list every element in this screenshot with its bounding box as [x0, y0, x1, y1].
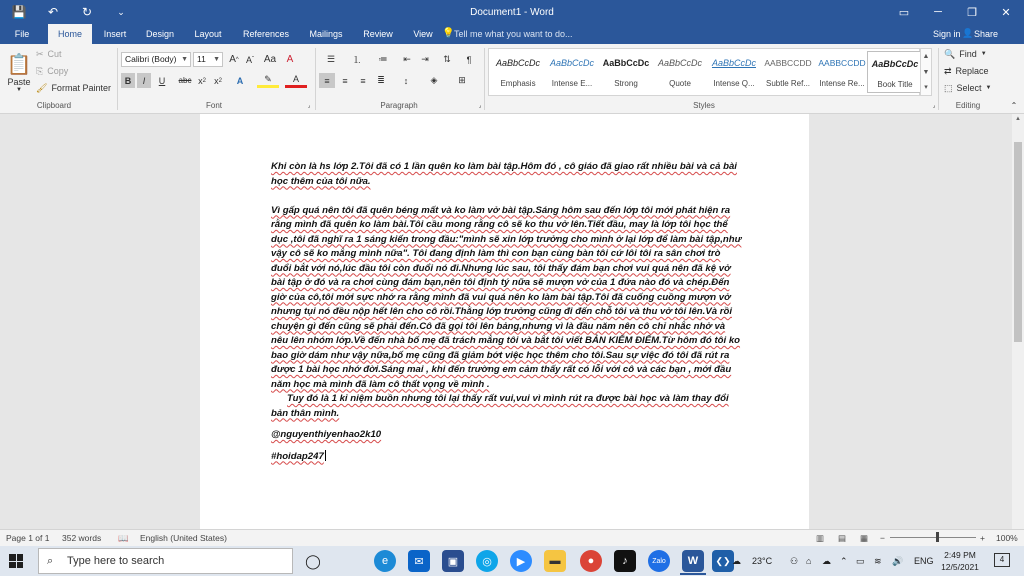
text-effects-button[interactable]: A	[236, 75, 244, 86]
dialog-launcher-icon[interactable]: ⌟	[478, 102, 482, 109]
start-tile	[17, 562, 24, 569]
clear-formatting-button[interactable]: A	[286, 54, 294, 65]
active-app-indicator	[680, 573, 706, 575]
align-left-button[interactable]: ≡	[319, 73, 335, 88]
scrollbar-thumb[interactable]	[1014, 142, 1022, 342]
page-count[interactable]: Page 1 of 1	[6, 533, 50, 543]
store-icon[interactable]: ▣	[442, 550, 464, 572]
minimize-icon[interactable]: ─	[934, 6, 942, 18]
word-count[interactable]: 352 words	[62, 533, 102, 543]
style-quote[interactable]: AaBbCcDc Quote	[657, 58, 702, 88]
align-center-button[interactable]: ≡	[342, 75, 348, 86]
dialog-launcher-icon[interactable]: ⌟	[932, 102, 936, 109]
save-icon[interactable]: 💾	[11, 5, 27, 19]
edge-icon[interactable]: e	[374, 550, 396, 572]
borders-button[interactable]: ⊞	[458, 75, 466, 85]
search-icon: ⌕	[47, 555, 54, 567]
tab-references[interactable]: References	[242, 29, 290, 39]
wifi-icon[interactable]: ≋	[874, 556, 882, 566]
chevron-down-icon: ▼	[985, 85, 992, 91]
clipboard-group-label: Clipboard	[36, 101, 72, 110]
paste-icon: 📋	[6, 53, 32, 76]
line-spacing-button[interactable]: ↕	[403, 75, 409, 86]
style-intense-emphasis[interactable]: AaBbCcDc Intense E...	[549, 58, 594, 88]
language-indicator[interactable]: English (United States)	[140, 533, 227, 543]
paintbrush-icon: 🖌	[36, 82, 48, 93]
shrink-font-button[interactable]: A ˇ	[245, 54, 254, 65]
find-button[interactable]: 🔍 Find ▼	[944, 48, 987, 59]
zoom-app-icon[interactable]: ▶	[510, 550, 532, 572]
editing-group-label: Editing	[955, 101, 981, 110]
title-bar	[0, 0, 1024, 24]
start-tile	[17, 554, 24, 561]
weather-icon[interactable]: ☁	[732, 556, 741, 566]
tab-home[interactable]: Home	[48, 24, 92, 44]
zoom-level[interactable]: 100%	[996, 533, 1018, 543]
weather-temperature[interactable]: 23°C	[752, 556, 773, 566]
vertical-scrollbar[interactable]	[1012, 114, 1024, 529]
battery-icon[interactable]: ▭	[856, 556, 865, 566]
clock[interactable]: 2:49 PM 12/5/2021	[941, 550, 979, 572]
grow-font-button[interactable]: A ^	[229, 54, 239, 65]
bold-button[interactable]: B	[121, 73, 135, 88]
text-cursor	[325, 450, 326, 461]
start-tile	[9, 554, 16, 561]
window-title: Document1 - Word	[470, 6, 554, 18]
network-tray-icon[interactable]: ⌂	[806, 556, 812, 566]
cloud-tray-icon[interactable]: ☁	[822, 556, 831, 566]
tab-layout[interactable]: Layout	[194, 29, 222, 39]
style-intense-quote[interactable]: AaBbCcDc Intense Q...	[711, 58, 756, 88]
underline-button[interactable]: U	[158, 75, 166, 86]
group-separator	[938, 48, 939, 110]
taskbar	[0, 546, 1024, 576]
tell-me-box[interactable]: Tell me what you want to do...	[454, 29, 573, 39]
copy-button[interactable]: ⎘ Copy	[36, 65, 69, 76]
ribbon-display-options-icon[interactable]: ▭	[898, 6, 910, 19]
strikethrough-button[interactable]: abc	[178, 76, 192, 85]
replace-icon: ⇄	[944, 65, 952, 76]
paragraph: Vì gấp quá nên tôi đã quên béng mất và ko làm vở bài tập.Sáng hôm sau đến lớp tôi mới phát hiện ra rằng mình đã quên ko làm bài.Tôi cầu mong rằng cô sẽ ko thu vở lên.Tiết đầu, may là lớp tôi học thể dục ,tôi đã nghĩ ra 1 sáng kiến trong đầu:"mình sẽ xin lớp trưởng cho mình ở lại lớp để làm bài tập,như vậy cô sẽ ko mắng mình nữa". Tôi đang định làm thì con bạn cùng bàn tôi cứ lôi tôi ra sân chơi trò đuổi bắt với nó,lúc đầu tôi còn đuổi nó đi.Nhưng lúc sau, tôi thấy đám bạn chơi vui quá nên đã kệ vở bài tập ở đó và ra chơi cùng đám bạn,nên tôi định tý nữa sẽ mượn vở của 1 đứa nào đó và chép.Đến giờ của cô,tôi mới sực nhớ ra rằng mình đã vui quá nên ko làm bài tập.Tôi đã cuống cuồng mượn vở nhưng tụi nó đều nộp hết lên cho cô rồi.Thằng lớp trưởng cũng đi đến chỗ tôi và thu vở tôi lên.Và rồi chuyện gì đến cũng sẽ phải đến.Cô đã gọi tôi lên bảng,nhưng vì là đầu năm nên cô chỉ nhắc nhở và nêu lên nhóm lớp.Về đến nhà bố mẹ đã trách mắng tôi và bắt tôi viết BẢN KIỂM ĐIỂM.Từ hôm đó tôi ko bao giờ dám như vậy nữa,bố mẹ cũng đã giảm bớt việc học thêm cho tôi.Sau sự việc đó tôi đã rút ra được 1 bài học nhớ đời.Sáng mai , khi đến trường em cảm thấy rất có lỗi với cô và các bạn , mới đầu năm học mà mình đã làm cô thất vọng về mình .	[271, 204, 742, 390]
style-subtle-reference[interactable]: AABBCCDD Subtle Ref...	[764, 58, 812, 88]
document-area	[0, 114, 1012, 529]
web-layout-icon[interactable]: ▦	[860, 533, 869, 543]
lightbulb-icon: 💡	[442, 28, 455, 39]
group-separator	[484, 48, 485, 110]
sort-button[interactable]: ⇅	[443, 54, 451, 64]
increase-indent-button[interactable]: ⇥	[421, 54, 429, 64]
volume-icon[interactable]: 🔊	[892, 556, 904, 566]
tab-design[interactable]: Design	[145, 29, 174, 39]
style-book-title[interactable]: AaBbCcDc Book Title	[867, 51, 921, 93]
highlight-color-button[interactable]: ✎	[257, 73, 279, 88]
group-separator	[117, 48, 118, 110]
share-icon: 👤	[962, 28, 974, 38]
chrome-icon[interactable]: ●	[580, 550, 602, 572]
show-hidden-icons[interactable]: ⌃	[840, 556, 848, 566]
proofing-icon[interactable]: 📖	[118, 533, 129, 543]
zoom-slider[interactable]	[890, 537, 976, 538]
zoom-in-icon[interactable]: +	[980, 533, 985, 543]
style-emphasis[interactable]: AaBbCcDc Emphasis	[495, 58, 540, 88]
tab-mailings[interactable]: Mailings	[309, 29, 343, 39]
sign-in-link[interactable]: Sign in	[933, 29, 961, 39]
document-body[interactable]	[271, 160, 743, 464]
paragraph-group-label: Paragraph	[380, 101, 418, 110]
zoom-slider-thumb[interactable]	[936, 532, 939, 542]
group-separator	[315, 48, 316, 110]
mail-icon[interactable]: ✉	[408, 550, 430, 572]
chevron-down-icon: ▼	[181, 56, 188, 63]
task-view-icon[interactable]: ◯	[305, 552, 321, 569]
messenger-icon[interactable]: ◎	[476, 550, 498, 572]
align-right-button[interactable]: ≡	[360, 75, 366, 86]
chevron-up-icon[interactable]: ▲	[922, 53, 930, 60]
people-icon[interactable]: ⚇	[790, 556, 799, 566]
paste-button[interactable]: 📋 Paste ▼	[6, 53, 32, 93]
maximize-icon[interactable]: ❐	[967, 6, 977, 19]
redo-icon[interactable]: ↻	[81, 5, 93, 19]
tab-file[interactable]: File	[14, 29, 30, 39]
scissors-icon: ✂	[36, 48, 44, 59]
styles-gallery-scroll[interactable]	[920, 48, 932, 96]
format-painter-button[interactable]: 🖌 Format Painter	[36, 82, 111, 93]
tab-view[interactable]: View	[413, 29, 433, 39]
paragraph: #hoidap247	[271, 450, 324, 462]
superscript-button[interactable]: x 2	[214, 75, 222, 86]
close-icon[interactable]: ✕	[1001, 6, 1011, 19]
file-explorer-icon[interactable]: ▬	[544, 550, 566, 572]
chevron-down-icon: ▼	[980, 51, 987, 57]
start-tile	[9, 562, 16, 569]
tab-review[interactable]: Review	[363, 29, 393, 39]
windows-start-icon[interactable]	[9, 554, 23, 568]
tiktok-icon[interactable]: ♪	[614, 550, 636, 572]
style-intense-reference[interactable]: AABBCCDD Intense Re...	[818, 58, 866, 88]
read-mode-icon[interactable]: ▥	[816, 533, 825, 543]
chevron-down-icon: ▼	[16, 86, 22, 93]
decrease-indent-button[interactable]: ⇤	[403, 54, 411, 64]
chevron-down-icon[interactable]: ▼	[922, 69, 930, 76]
style-strong[interactable]: AaBbCcDc Strong	[602, 58, 650, 88]
change-case-button[interactable]: Aa	[263, 54, 277, 65]
font-name-combo[interactable]: Calibri (Body) ▼	[121, 52, 191, 67]
cursor-icon: ⬚	[944, 82, 953, 93]
more-styles-icon[interactable]: ▾	[924, 84, 928, 91]
ribbon-tabs	[0, 24, 1024, 44]
notification-icon[interactable]: 4	[994, 553, 1010, 567]
word-app-icon[interactable]: W	[682, 550, 704, 572]
customize-toolbar-icon[interactable]: ⌄	[117, 6, 125, 17]
chevron-up-icon[interactable]: ▲	[1015, 116, 1021, 122]
zalo-icon[interactable]: Zalo	[648, 550, 670, 572]
font-color-button[interactable]: A	[285, 73, 307, 88]
taskbar-search-input[interactable]: ⌕ Type here to search	[38, 548, 293, 574]
print-layout-icon[interactable]: ▤	[838, 533, 847, 543]
shading-button[interactable]: ◈	[430, 75, 438, 85]
italic-button[interactable]: I	[137, 73, 151, 88]
paragraph: Khi còn là hs lớp 2.Tôi đã có 1 lần quên ko làm bài tập.Hôm đó , cô giáo đã giao rất nhiều bài và cả bài học thêm của tôi nữa.	[271, 161, 737, 187]
tab-insert[interactable]: Insert	[103, 29, 127, 39]
copy-icon: ⎘	[36, 65, 44, 76]
subscript-button[interactable]: x 2	[198, 75, 206, 86]
document-page[interactable]	[200, 114, 809, 529]
font-group-label: Font	[205, 101, 222, 110]
undo-icon[interactable]: ↶	[47, 5, 59, 19]
font-size-combo[interactable]: 11 ▼	[193, 52, 223, 67]
blank-line	[271, 189, 743, 204]
numbering-button[interactable]: ⒈	[352, 55, 362, 65]
replace-button[interactable]: ⇄ Replace	[944, 65, 989, 76]
styles-group-label: Styles	[693, 101, 715, 110]
ribbon-home	[0, 44, 1024, 114]
show-formatting-marks-button[interactable]: ¶	[466, 54, 472, 65]
select-button[interactable]: ⬚ Select ▼	[944, 82, 992, 93]
justify-button[interactable]: ≣	[377, 75, 385, 85]
collapse-ribbon-icon[interactable]: ⌃	[1010, 100, 1018, 110]
bullets-button[interactable]: ☰	[326, 54, 336, 64]
share-button[interactable]: Share	[974, 29, 999, 39]
vscode-icon[interactable]: ❮❯	[712, 550, 734, 572]
chevron-down-icon: ▼	[213, 56, 220, 63]
dialog-launcher-icon[interactable]: ⌟	[307, 102, 311, 109]
status-bar	[0, 529, 1024, 546]
input-language[interactable]: ENG	[914, 556, 934, 566]
search-icon: 🔍	[944, 48, 956, 59]
paragraph: Tuy đó là 1 kỉ niệm buồn nhưng tôi lại thấy rất vui,vui vì mình rút ra được bài học và làm thay đổi bản thân mình.	[271, 393, 729, 419]
zoom-out-icon[interactable]: −	[880, 533, 885, 543]
cut-button[interactable]: ✂ Cut	[36, 48, 62, 59]
paragraph: @nguyenthiyenhao2k10	[271, 429, 382, 440]
multilevel-list-button[interactable]: ≔	[378, 54, 388, 64]
styles-gallery	[488, 48, 920, 96]
